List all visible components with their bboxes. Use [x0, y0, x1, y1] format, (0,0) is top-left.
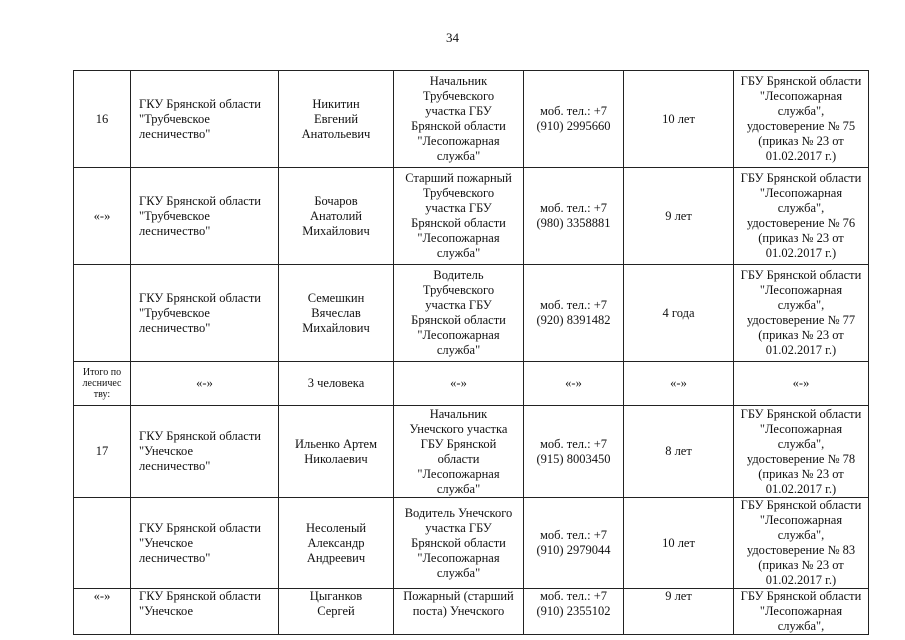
position-cell: Пожарный (старший поста) Унечского	[394, 589, 524, 635]
name-cell: Бочаров Анатолий Михайлович	[279, 168, 394, 265]
phone-cell: моб. тел.: +7 (910) 2355102	[524, 589, 624, 635]
position-cell: Водитель Унечского участка ГБУ Брянской области "Лесопожарная служба"	[394, 498, 524, 589]
name-cell: Никитин Евгений Анатольевич	[279, 71, 394, 168]
row-number	[74, 498, 131, 589]
position-cell: Начальник Унечского участка ГБУ Брянской области "Лесопожарная служба"	[394, 406, 524, 498]
row-number: «-»	[74, 589, 131, 635]
page-number: 34	[446, 30, 459, 45]
organization-cell: ГКУ Брянской области "Трубчевское лесничество"	[131, 265, 279, 362]
certificate-cell: ГБУ Брянской области "Лесопожарная служба", удостоверение № 78 (приказ № 23 от 01.02.2017 г.)	[734, 406, 869, 498]
row-number	[74, 265, 131, 362]
total-label: Итого по лесничес тву:	[74, 362, 131, 406]
table-row	[74, 265, 869, 362]
certificate-cell: ГБУ Брянской области "Лесопожарная служба", удостоверение № 76 (приказ № 23 от 01.02.2017 г.)	[734, 168, 869, 265]
phone-cell: моб. тел.: +7 (920) 8391482	[524, 265, 624, 362]
table-row	[74, 168, 869, 265]
experience-cell: 4 года	[624, 265, 734, 362]
experience-cell: 9 лет	[624, 589, 734, 635]
row-number: 16	[74, 71, 131, 168]
experience-cell: 10 лет	[624, 71, 734, 168]
phone-cell: моб. тел.: +7 (910) 2979044	[524, 498, 624, 589]
total-row	[74, 362, 869, 406]
organization-cell: ГКУ Брянской области "Трубчевское лесничество"	[131, 168, 279, 265]
total-headcount: 3 человека	[279, 362, 394, 406]
organization-cell: ГКУ Брянской области "Унечское лесничество"	[131, 498, 279, 589]
total-organization: «-»	[131, 362, 279, 406]
organization-cell: ГКУ Брянской области "Унечское лесничество"	[131, 406, 279, 498]
organization-cell: ГКУ Брянской области "Трубчевское лесничество"	[131, 71, 279, 168]
certificate-cell: ГБУ Брянской области "Лесопожарная служба", удостоверение № 75 (приказ № 23 от 01.02.2017 г.)	[734, 71, 869, 168]
position-cell: Водитель Трубчевского участка ГБУ Брянской области "Лесопожарная служба"	[394, 265, 524, 362]
phone-cell: моб. тел.: +7 (910) 2995660	[524, 71, 624, 168]
experience-cell: 8 лет	[624, 406, 734, 498]
total-certificate: «-»	[734, 362, 869, 406]
table-row	[74, 71, 869, 168]
name-cell: Несоленый Александр Андреевич	[279, 498, 394, 589]
certificate-cell: ГБУ Брянской области "Лесопожарная служба",	[734, 589, 869, 635]
position-cell: Начальник Трубчевского участка ГБУ Брянской области "Лесопожарная служба"	[394, 71, 524, 168]
name-cell: Семешкин Вячеслав Михайлович	[279, 265, 394, 362]
row-number: «-»	[74, 168, 131, 265]
position-cell: Старший пожарный Трубчевского участка ГБУ Брянской области "Лесопожарная служба"	[394, 168, 524, 265]
staff-table	[73, 70, 869, 635]
certificate-cell: ГБУ Брянской области "Лесопожарная служба", удостоверение № 83 (приказ № 23 от 01.02.2017 г.)	[734, 498, 869, 589]
total-experience: «-»	[624, 362, 734, 406]
name-cell: Цыганков Сергей	[279, 589, 394, 635]
name-cell: Ильенко Артем Николаевич	[279, 406, 394, 498]
experience-cell: 9 лет	[624, 168, 734, 265]
organization-cell: ГКУ Брянской области "Унечское	[131, 589, 279, 635]
row-number: 17	[74, 406, 131, 498]
table-row	[74, 498, 869, 589]
phone-cell: моб. тел.: +7 (980) 3358881	[524, 168, 624, 265]
total-position: «-»	[394, 362, 524, 406]
table-row	[74, 406, 869, 498]
table-row	[74, 589, 869, 635]
certificate-cell: ГБУ Брянской области "Лесопожарная служба", удостоверение № 77 (приказ № 23 от 01.02.2017 г.)	[734, 265, 869, 362]
experience-cell: 10 лет	[624, 498, 734, 589]
phone-cell: моб. тел.: +7 (915) 8003450	[524, 406, 624, 498]
total-phone: «-»	[524, 362, 624, 406]
